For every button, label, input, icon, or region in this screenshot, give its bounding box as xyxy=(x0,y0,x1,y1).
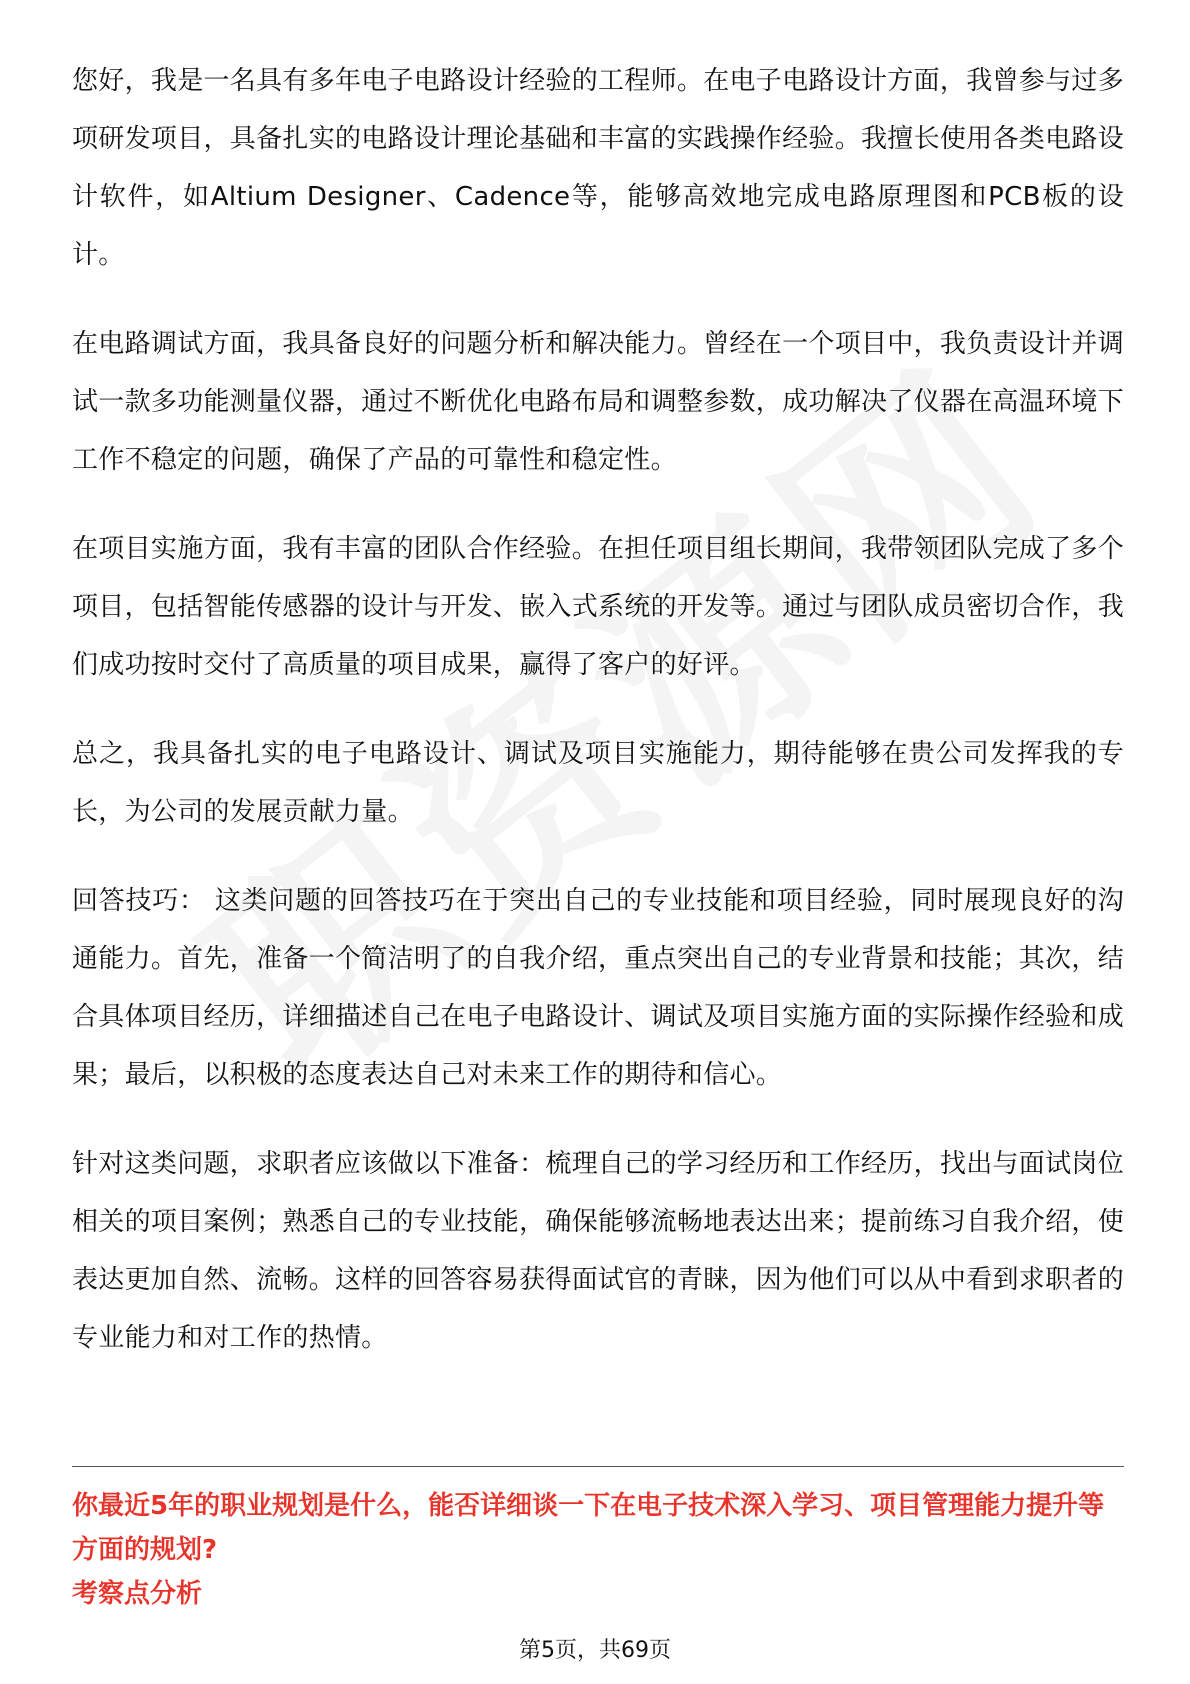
paragraph-debugging: 在电路调试方面，我具备良好的问题分析和解决能力。曾经在一个项目中，我负责设计并调试一款多功能测量仪器，通过不断优化电路布局和调整参数，成功解决了仪器在高温环境下工作不稳定的问题，确保了产品的可靠性和稳定性。 xyxy=(72,329,1125,475)
paragraph-answer-tips: 回答技巧： 这类问题的回答技巧在于突出自己的专业技能和项目经验，同时展现良好的沟通能力。首先，准备一个简洁明了的自我介绍，重点突出自己的专业背景和技能；其次，结合具体项目经历，详细描述自己在电子电路设计、调试及项目实施方面的实际操作经验和成果；最后，以积极的态度表达自己对未来工作的期待和信心。 xyxy=(72,886,1125,1090)
paragraph-summary: 总之，我具备扎实的电子电路设计、调试及项目实施能力，期待能够在贵公司发挥我的专长，为公司的发展贡献力量。 xyxy=(72,739,1124,827)
answer-body xyxy=(72,52,1124,1398)
paragraph-intro: 您好，我是一名具有多年电子电路设计经验的工程师。在电子电路设计方面，我曾参与过多项研发项目，具备扎实的电路设计理论基础和丰富的实践操作经验。我擅长使用各类电路设计软件，如Altium Designer、Cadence等，能够高效地完成电路原理图和PCB板的设计。 xyxy=(72,66,1125,270)
page-number: 第5页，共69页 xyxy=(519,1638,671,1663)
paragraph-project: 在项目实施方面，我有丰富的团队合作经验。在担任项目组长期间，我带领团队完成了多个项目，包括智能传感器的设计与开发、嵌入式系统的开发等。通过与团队成员密切合作，我们成功按时交付了高质量的项目成果，赢得了客户的好评。 xyxy=(72,534,1125,680)
section-divider xyxy=(72,1466,1124,1467)
paragraph-preparation: 针对这类问题，求职者应该做以下准备：梳理自己的学习经历和工作经历，找出与面试岗位相关的项目案例；熟悉自己的专业技能，确保能够流畅地表达出来；提前练习自我介绍，使表达更加自然、流畅。这样的回答容易获得面试官的青睐，因为他们可以从中看到求职者的专业能力和对工作的热情。 xyxy=(72,1149,1125,1353)
question-heading: 你最近5年的职业规划是什么，能否详细谈一下在电子技术深入学习、项目管理能力提升等方面的规划? xyxy=(72,1491,1105,1565)
analysis-subheading: 考察点分析 xyxy=(72,1579,203,1609)
